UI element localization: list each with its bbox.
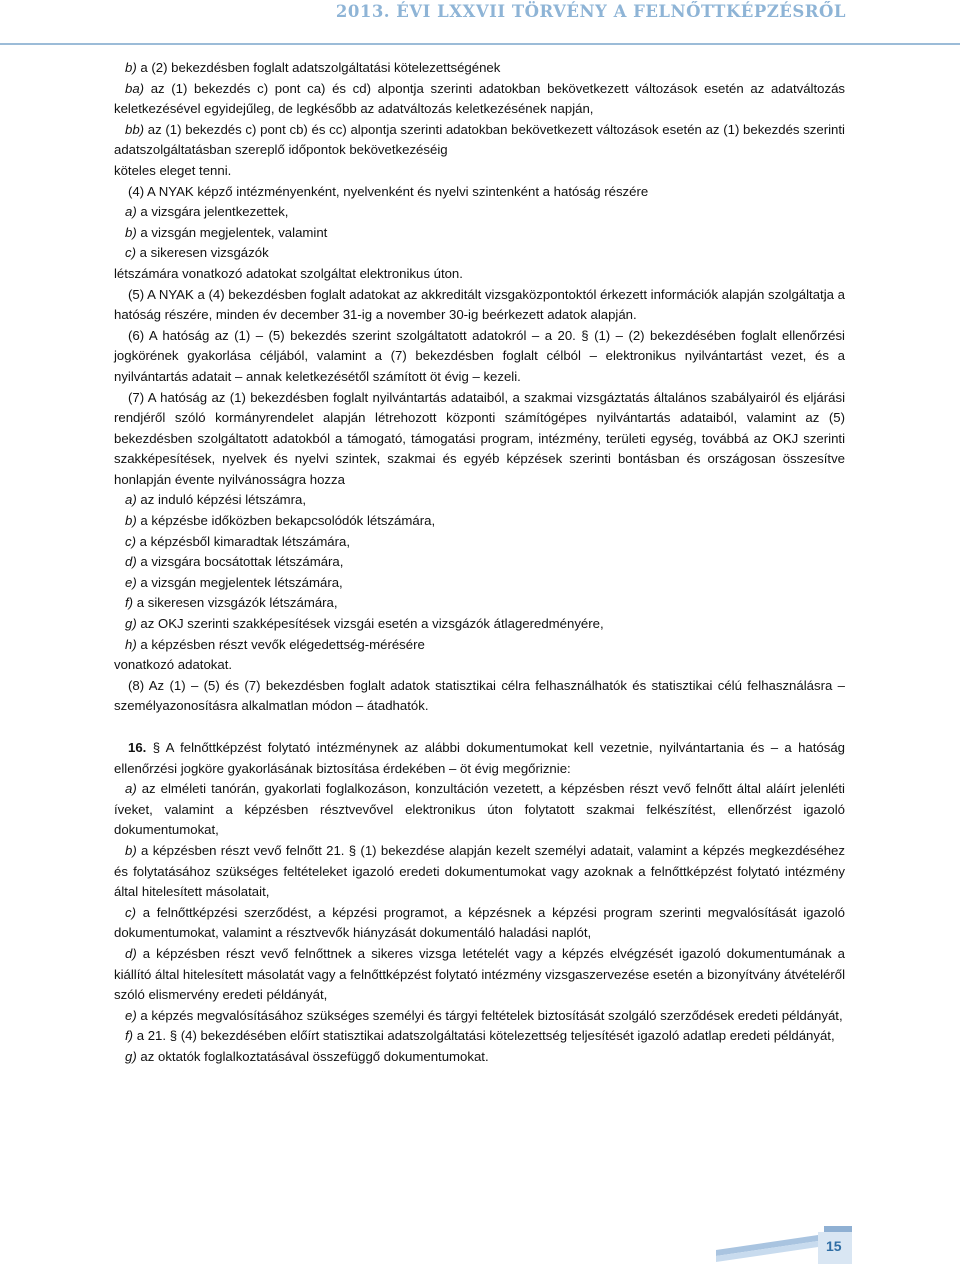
paragraph	[114, 326, 845, 388]
paragraph-text: a képzésben részt vevő felnőttnek a sikeres vizsga letételét vagy a képzés elvégzését igazoló dokumentumának a kiállító által hitelesített másolatát vagy a felnőttképzést folytató intézmény vizsgaszervezése esetén a bizonyítvány átvételéről szóló elismervény eredeti példányát,	[114, 945, 845, 1003]
paragraph-label: f)	[125, 595, 134, 611]
paragraph-text: vonatkozó adatokat.	[114, 657, 233, 673]
paragraph	[114, 1026, 845, 1047]
paragraph-text: az OKJ szerinti szakképesítések vizsgái esetén a vizsgázók átlageredményére,	[136, 616, 604, 632]
paragraph	[114, 593, 845, 614]
paragraph	[114, 944, 845, 1006]
paragraph	[114, 903, 845, 944]
page-header	[0, 0, 960, 40]
paragraph	[114, 532, 845, 553]
paragraph-text: a képzésben részt vevő felnőtt 21. § (1) bekezdése alapján kezelt személyi adatait, valamint a képzés megkezdéséhez és folytatásához szükséges feltételeket igazoló eredeti dokumentumokat vagy azoknak a felnőttképzést folytató intézmény által hitelesített másolatait,	[114, 842, 845, 900]
paragraph-text: (8) Az (1) – (5) és (7) bekezdésben foglalt adatok statisztikai célra felhasználhatók és statisztikai célú felhasználásra – személyazonosításra alkalmatlan módon – átadhatók.	[114, 677, 845, 714]
paragraph-text: a 21. § (4) bekezdésében előírt statisztikai adatszolgáltatási kötelezettség teljesítését igazoló adatlap eredeti példányát,	[133, 1028, 835, 1044]
paragraph	[114, 655, 845, 676]
paragraph-label: c)	[125, 245, 136, 261]
paragraph	[114, 264, 845, 285]
paragraph-label: b)	[125, 224, 137, 240]
paragraph-label: h)	[125, 636, 137, 652]
paragraph-label: d)	[125, 945, 137, 961]
paragraph-text: a képzésből kimaradtak létszámára,	[136, 533, 351, 549]
paragraph-label: b)	[125, 842, 137, 858]
paragraph	[114, 490, 845, 511]
paragraph-text: az elméleti tanórán, gyakorlati foglalkozáson, konzultáción vezetett, a képzésben részt vevő felnőtt által aláírt jelenléti íveket, valamint a képzésben résztvevővel elektronikus úton folytatott szakmai felkészítést, ellenőrzést igazoló dokumentumokat,	[114, 781, 845, 838]
paragraph	[114, 79, 845, 120]
paragraph-text: a vizsgán megjelentek, valamint	[136, 224, 328, 240]
paragraph-text: a sikeresen vizsgázók	[136, 245, 269, 261]
paragraph-text: a vizsgán megjelentek létszámára,	[136, 574, 343, 590]
paragraph-text: az (1) bekezdés c) pont ca) és cd) alpontja szerinti adatokban bekövetkezett változások esetén az adatváltozás keletkezésével egyidejűleg, de legkésőbb az adatváltozás keletkezésének napján,	[114, 80, 845, 117]
paragraph	[114, 388, 845, 491]
paragraph-label: d)	[125, 554, 137, 570]
paragraph	[114, 779, 845, 841]
paragraph-label: bb)	[125, 121, 145, 137]
paragraph-text: (4) A NYAK képző intézményenként, nyelvenként és nyelvi szintenként a hatóság részére	[128, 183, 649, 199]
paragraph	[114, 614, 845, 635]
page-number: 15	[826, 1238, 842, 1254]
paragraph	[114, 223, 845, 244]
paragraph-label: b)	[125, 513, 137, 529]
paragraph	[114, 243, 845, 264]
paragraph-label: c)	[125, 533, 136, 549]
paragraph-text: az induló képzési létszámra,	[136, 492, 307, 508]
paragraph-text: a képzés megvalósításához szükséges személyi és tárgyi feltételek biztosítását szolgáló szerződések eredeti példányát,	[136, 1007, 843, 1023]
paragraph-text: a vizsgára bocsátottak létszámára,	[136, 554, 344, 570]
paragraph-label: a)	[125, 492, 137, 508]
paragraph-text: a képzésbe időközben bekapcsolódók létszámára,	[136, 513, 436, 529]
paragraph-label: e)	[125, 1007, 137, 1023]
paragraph-label: e)	[125, 574, 137, 590]
paragraph-label: c)	[125, 904, 136, 920]
paragraph	[114, 161, 845, 182]
paragraph-text: az oktatók foglalkoztatásával összefüggő dokumentumokat.	[136, 1048, 489, 1064]
paragraph	[114, 1047, 845, 1068]
paragraph-label: ba)	[125, 80, 145, 96]
paragraph-text: az (1) bekezdés c) pont cb) és cc) alpontja szerinti adatokban bekövetkezett változások esetén az (1) bekezdés szerinti adatszolgáltatásban szereplő időpontok bekövetkezéséig	[114, 121, 845, 158]
paragraph-label: a)	[125, 781, 137, 797]
paragraph	[114, 573, 845, 594]
paragraph-text: a vizsgára jelentkezettek,	[136, 204, 289, 220]
paragraph	[114, 285, 845, 326]
paragraph-text: a sikeresen vizsgázók létszámára,	[133, 595, 338, 611]
paragraph-text: létszámára vonatkozó adatokat szolgáltat elektronikus úton.	[114, 265, 463, 281]
paragraph-text: a (2) bekezdésben foglalt adatszolgáltatási kötelezettségének	[136, 60, 501, 75]
paragraph	[114, 552, 845, 573]
paragraph-label: g)	[125, 1048, 137, 1064]
paragraph-text: a felnőttképzési szerződést, a képzési programot, a képzésnek a képzési program szerinti megvalósítását igazoló dokumentumokat, valamint a résztvevők hiányzását dokumentáló haladási naplót,	[114, 904, 845, 941]
paragraph-label: g)	[125, 616, 137, 632]
paragraph	[114, 58, 845, 79]
paragraph	[114, 738, 845, 779]
paragraph	[114, 202, 845, 223]
paragraph-text: a képzésben részt vevők elégedettség-mérésére	[136, 636, 425, 652]
paragraph-text: § A felnőttképzést folytató intézménynek az alábbi dokumentumokat kell vezetnie, nyilvántartania és – a hatóság ellenőrzési jogköre gyakorlásának biztosítása érdekében – öt évig megőriznie:	[114, 740, 845, 776]
paragraph	[114, 1006, 845, 1027]
page-number-box-shadow	[824, 1226, 852, 1232]
paragraph-text: (6) A hatóság az (1) – (5) bekezdés szerint szolgáltatott adatokról – a 20. § (1) – (2) bekezdésében foglalt ellenőrzési jogkörének gyakorlása céljából, valamint a (7) bekezdésben foglalt célból – elektronikus nyilvántartást vezet, és a nyilvántartás adatait – annak keletkezésétől számított öt évig – kezeli.	[114, 327, 845, 384]
paragraph-label: f)	[125, 1028, 134, 1044]
paragraph	[114, 182, 845, 203]
paragraph-label: b)	[125, 60, 137, 75]
paragraph-text: (5) A NYAK a (4) bekezdésben foglalt adatokat az akkreditált vizsgaközpontoktól érkezett információk alapján szolgáltatja a hatóság részére, minden év december 31-ig a november 30-ig beérkezett adatok alapján.	[114, 286, 845, 323]
paragraph-label: a)	[125, 204, 137, 220]
paragraph-label: 16.	[128, 740, 147, 755]
paragraph	[114, 511, 845, 532]
paragraph	[114, 120, 845, 161]
law-text-body	[114, 58, 845, 1068]
paragraph	[114, 676, 845, 717]
paragraph	[114, 841, 845, 903]
paragraph-text: (7) A hatóság az (1) bekezdésben foglalt nyilvántartás adataiból, a szakmai vizsgáztatás általános szabályairól és eljárási rendjéről szóló kormányrendelet alapján létrehozott központi számítógépes nyilvántartás adataiból, valamint az (5) bekezdésben szolgáltatott adatokból a támogató, támogatási program, intézmény, területi egység, továbbá az OKJ szerinti szakképesítések, nyelvek és nyelvi szintek, szakmai és egyéb képzések szerinti bontásban és országosan összesítve honlapján évente nyilvánosságra hozza	[114, 389, 845, 487]
paragraph	[114, 635, 845, 656]
running-header-title: 2013. ÉVI LXXVII TÖRVÉNY A FELNŐTTKÉPZÉSRŐL	[335, 2, 846, 21]
paragraph-text: köteles eleget tenni.	[114, 162, 232, 178]
header-divider	[0, 43, 960, 45]
